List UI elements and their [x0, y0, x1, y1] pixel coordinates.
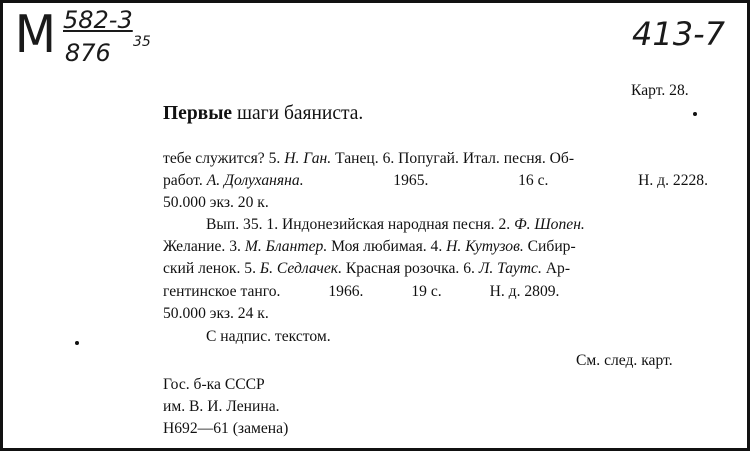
entry-text: Ар- [545, 260, 571, 277]
book-title [163, 105, 363, 123]
entry-author: А. Долуханяна. [206, 172, 304, 189]
handwritten-card-number: 413-7 [632, 15, 725, 53]
entry-publisher-number: Н. д. 2809. [489, 283, 560, 300]
entry-print-run: 50.000 экз. 20 к. [163, 194, 269, 211]
handwritten-shelfmark-superscript: 35 [133, 34, 151, 50]
handwritten-letter: M [14, 5, 57, 65]
card-number-label: Карт. 28. [631, 82, 689, 99]
handwritten-shelfmark-top: 582-3 [63, 6, 133, 34]
entry-year: 1966. [328, 283, 364, 300]
entry-author: М. Блантер. [244, 238, 328, 255]
entry-line [163, 260, 570, 278]
entry-print-run: 50.000 экз. 24 к. [163, 305, 269, 322]
handwritten-shelfmark-bottom: 876 [65, 39, 111, 67]
note-line: С надпис. текстом. [206, 328, 331, 345]
entry-publisher-number: Н. д. 2228. [638, 172, 708, 189]
entry-text: Моя любимая. 4. [331, 238, 443, 255]
entry-year: 1965. [393, 172, 429, 189]
speck-mark [693, 112, 697, 116]
entry-text: гентинское танго. [163, 283, 281, 300]
entry-author: Б. Седлачек. [259, 260, 342, 277]
entry-text: Вып. 35. 1. Индонезийская народная песня. 2. [206, 216, 511, 233]
entry-line [163, 305, 269, 323]
entry-text: работ. [163, 172, 203, 189]
title-rest: шаги баяниста. [232, 103, 364, 124]
entry-pages: 19 с. [411, 283, 442, 300]
entry-text: Танец. 6. Попугай. Итал. песня. Об- [335, 150, 575, 167]
entry-text: Красная розочка. 6. [345, 260, 475, 277]
title-bold-word: Первые [163, 103, 233, 124]
entry-line [163, 150, 708, 168]
entry-text: Сибир- [527, 238, 576, 255]
entry-line [163, 283, 559, 301]
entry-segment [163, 172, 304, 190]
entry-author: Н. Ган. [284, 150, 332, 167]
see-next-card: См. след. карт. [576, 352, 673, 369]
speck-mark [75, 341, 79, 345]
entry-line [163, 172, 708, 190]
entry-line [163, 194, 269, 212]
entry-text: Желание. 3. [163, 238, 241, 255]
entry-author: Ф. Шопен. [514, 216, 585, 233]
entry-text: ский ленок. 5. [163, 260, 256, 277]
entry-text: тебе служится? 5. [163, 150, 281, 167]
library-line-2: им. В. И. Ленина. [163, 398, 280, 415]
entry-author: Л. Таутс. [478, 260, 542, 277]
entry-pages: 16 с. [518, 172, 549, 189]
entry-line [206, 216, 585, 234]
library-line-1: Гос. б-ка СССР [163, 376, 265, 393]
entry-author: Н. Кутузов. [446, 238, 524, 255]
library-line-3: Н692—61 (замена) [163, 420, 289, 437]
entry-line [163, 238, 576, 256]
